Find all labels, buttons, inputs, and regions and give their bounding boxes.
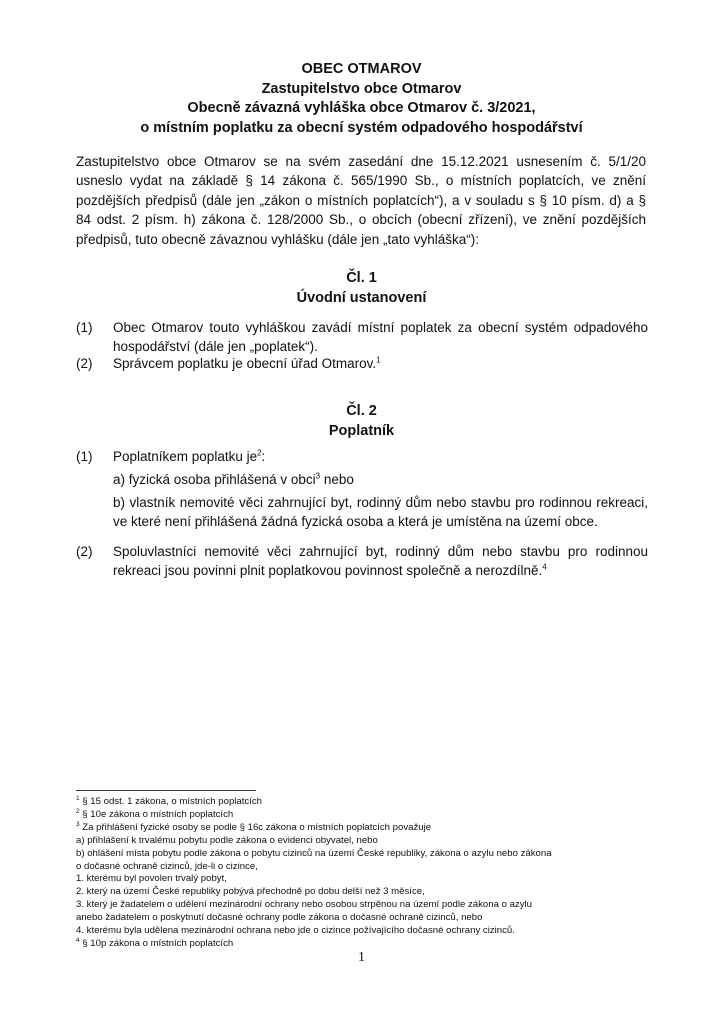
footnote-ref: 2 <box>257 448 262 458</box>
footnote-3-line: 4. kterému byla udělena mezinárodní ochrana nebo jde o cizince požívajícího dočasné ochrany cizinců. <box>76 925 515 937</box>
footnote-mark: 1 <box>76 794 80 802</box>
footnote-mark: 2 <box>76 807 80 815</box>
page-number: 1 <box>358 950 365 965</box>
article-2-number: Čl. 2 <box>346 403 377 419</box>
article-2-paragraph-1 <box>76 447 648 531</box>
footnote-1 <box>76 796 656 809</box>
footnote-mark: 3 <box>76 820 80 828</box>
footnote-3 <box>76 822 656 835</box>
footnote-mark: 4 <box>76 936 80 944</box>
footnote-3-line: 3. který je žadatelem o udělení mezinárodní ochrany nebo osobou strpěnou na území podle zákona o azylu <box>76 899 532 911</box>
article-2-heading <box>60 401 663 441</box>
document-header <box>60 60 663 138</box>
footnote-3-line: 2. který na území České republiky pobývá přechodně po dobu delší než 3 měsíce, <box>76 886 425 898</box>
footnote-3-line: 1. kterému byl povolen trvalý pobyt, <box>76 873 227 885</box>
footnote-3-line: a) přihlášení k trvalému pobytu podle zákona o evidenci obyvatel, nebo <box>76 834 378 846</box>
colon: : <box>261 449 266 464</box>
footnote-text: § 10e zákona o místních poplatcích <box>79 808 234 820</box>
article-1-title: Úvodní ustanovení <box>296 290 427 306</box>
preamble-paragraph: Zastupitelstvo obce Otmarov se na svém zasedání dne 15.12.2021 usnesením č. 5/1/20 usneslo vydat na základě § 14 zákona č. 565/1990 Sb., o místních poplatcích, ve znění pozdějších předpisů (dále jen „zákon o místních poplatcích“), a v souladu s § 10 písm. d) a § 84 odst. 2 písm. h) zákona č. 128/2000 Sb., o obcích (obecní zřízení), ve znění pozdějších předpisů, tuto obecně závaznou vyhlášku (dále jen „tato vyhláška“): <box>76 154 646 247</box>
footnote-ref: 4 <box>542 562 547 572</box>
item-b: b) vlastník nemovité věci zahrnující byt, rodinný dům nebo stavbu pro rodinnou rekreaci, ve které není přihlášená žádná fyzická osoba a která je umístěna na území obce. <box>113 495 648 529</box>
footnote-text: § 15 odst. 1 zákona, o místních poplatcích <box>79 796 263 807</box>
article-1-paragraph-1 <box>76 318 648 356</box>
item-a <box>113 470 648 489</box>
paragraph-text: Spoluvlastníci nemovité věci zahrnující byt, rodinný dům nebo stavbu pro rodinnou rekreaci jsou povinni plnit poplatkovou povinnost společně a nerozdílně. <box>113 544 648 578</box>
article-2-title: Poplatník <box>328 423 395 439</box>
municipality-name: OBEC OTMAROV <box>301 61 422 77</box>
footnote-3-line: anebo žadatelem o poskytnutí dočasné ochrany podle zákona o dočasné ochraně cizinců, nebo <box>76 912 483 924</box>
paragraph-number: (2) <box>76 356 93 371</box>
paragraph-number: (2) <box>76 544 93 559</box>
item-a-text: a) fyzická osoba přihlášená v obci <box>113 472 316 487</box>
footnote-2 <box>76 809 656 822</box>
paragraph-text: Správcem poplatku je obecní úřad Otmarov. <box>113 356 377 371</box>
ordinance-subject: o místním poplatku za obecní systém odpadového hospodářství <box>140 119 583 136</box>
footnote-separator <box>76 790 256 791</box>
footnote-4 <box>76 938 656 951</box>
article-1-number: Čl. 1 <box>346 270 377 286</box>
article-1-heading <box>60 268 663 308</box>
paragraph-text: Obec Otmarov touto vyhláškou zavádí místní poplatek za obecní systém odpadového hospodářství (dále jen „poplatek“). <box>113 320 648 354</box>
footnote-text: § 10p zákona o místních poplatcích <box>79 937 234 949</box>
footnote-ref: 3 <box>315 471 321 481</box>
article-2-paragraph-2 <box>76 542 648 580</box>
footnote-3-line: o dočasné ochraně cizinců, jde-li o cizince, <box>76 860 258 872</box>
paragraph-number: (1) <box>76 449 93 464</box>
paragraph-text: Poplatníkem poplatku je <box>113 449 258 464</box>
article-1-paragraph-2 <box>76 354 648 373</box>
footnote-3-line: b) ohlášení místa pobytu podle zákona o pobytu cizinců na území České republiky, zákona o azylu nebo zákona <box>76 847 552 859</box>
footnotes <box>76 796 656 951</box>
paragraph-number: (1) <box>76 320 93 335</box>
ordinance-title: Obecně závazná vyhláška obce Otmarov č. 3/2021, <box>187 100 536 116</box>
footnote-ref: 1 <box>376 355 381 365</box>
item-a-end: nebo <box>320 472 354 487</box>
footnote-text: Za přihlášení fyzické osoby se podle § 16c zákona o místních poplatcích považuje <box>79 821 432 833</box>
issuing-body: Zastupitelstvo obce Otmarov <box>261 80 462 97</box>
